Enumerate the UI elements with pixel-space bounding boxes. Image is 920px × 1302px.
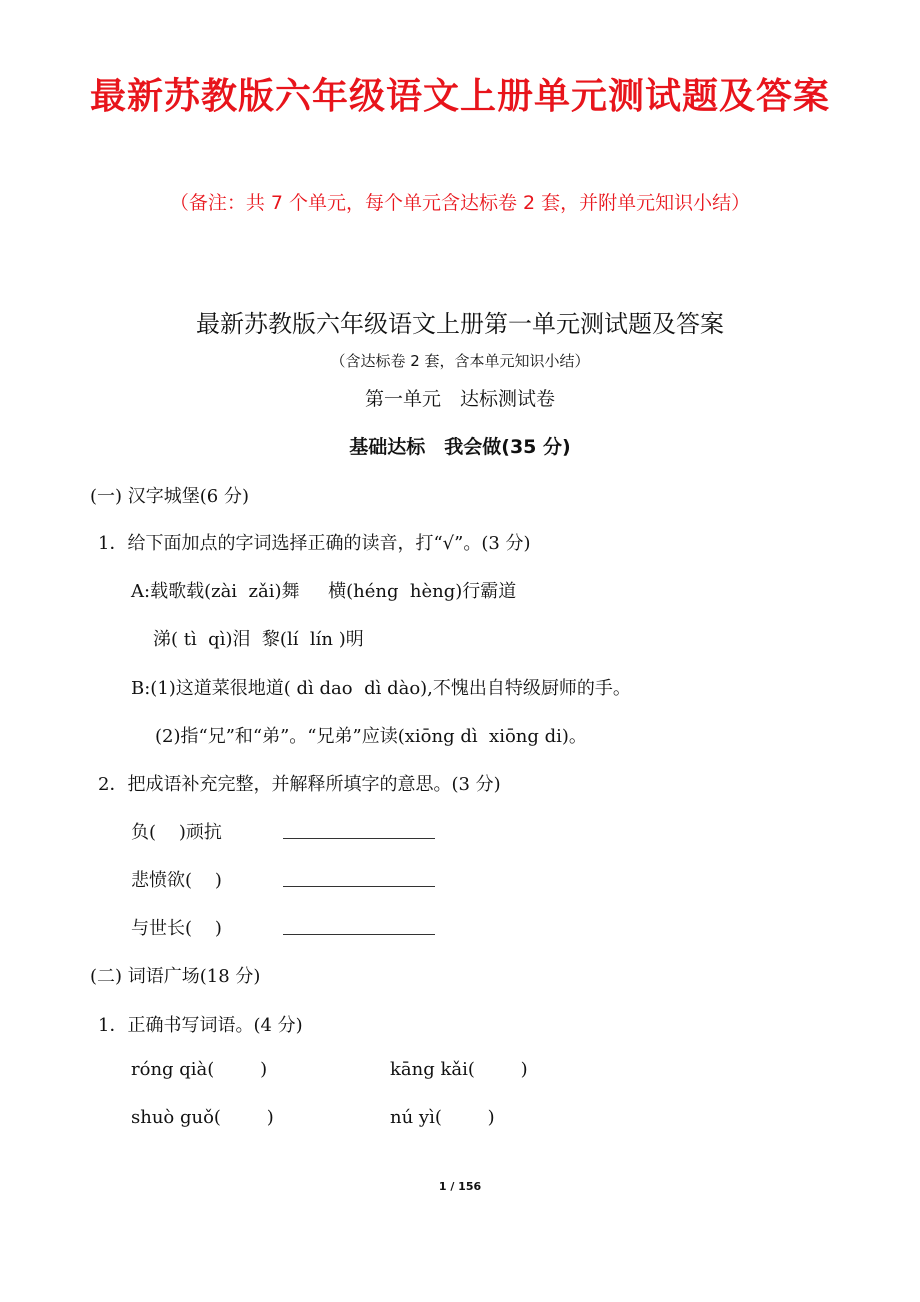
part1-q1-a1: A:载歌载(zài zǎi)舞 横(héng hèng)行霸道 [131, 581, 517, 602]
document-subtitle: （含达标卷 2 套，含本单元知识小结） [330, 352, 590, 370]
answer-blank[interactable] [283, 872, 435, 891]
main-title: 最新苏教版六年级语文上册单元测试题及答案 [89, 76, 830, 117]
pinyin-word: kāng kǎi( ) [390, 1059, 528, 1080]
document-title: 最新苏教版六年级语文上册第一单元测试题及答案 [196, 310, 724, 338]
pinyin-word: shuò guǒ( ) [131, 1107, 274, 1128]
part1-q1-stem: 1．给下面加点的字词选择正确的读音，打“√”。(3 分) [98, 533, 531, 554]
answer-blank[interactable] [283, 920, 435, 939]
idiom-item: 悲愤欲( ) [131, 870, 222, 891]
page-number: 1 / 156 [438, 1180, 482, 1193]
remark-note: （备注：共 7 个单元，每个单元含达标卷 2 套，并附单元知识小结） [169, 192, 751, 214]
part1-q1-b2: (2)指“兄”和“弟”。“兄弟”应读(xiōng dì xiōng di)。 [155, 726, 587, 747]
part2-heading: (二) 词语广场(18 分) [90, 966, 261, 987]
part2-q1-stem: 1．正确书写词语。(4 分) [98, 1015, 303, 1036]
part1-q1-a2: 涕( tì qì)泪 黎(lí lín )明 [153, 629, 364, 650]
idiom-item: 与世长( ) [131, 918, 222, 939]
part1-heading: (一) 汉字城堡(6 分) [90, 486, 249, 507]
part1-q2-stem: 2．把成语补充完整，并解释所填字的意思。(3 分) [98, 774, 501, 795]
answer-blank[interactable] [283, 824, 435, 843]
unit-title: 第一单元 达标测试卷 [364, 388, 555, 410]
pinyin-word: nú yì( ) [390, 1107, 495, 1128]
part1-q1-b1: B:(1)这道菜很地道( dì dao dì dào),不愧出自特级厨师的手。 [131, 678, 631, 699]
idiom-item: 负( )顽抗 [131, 822, 222, 843]
section-title: 基础达标 我会做(35 分) [349, 436, 571, 458]
pinyin-word: róng qià( ) [131, 1059, 268, 1080]
